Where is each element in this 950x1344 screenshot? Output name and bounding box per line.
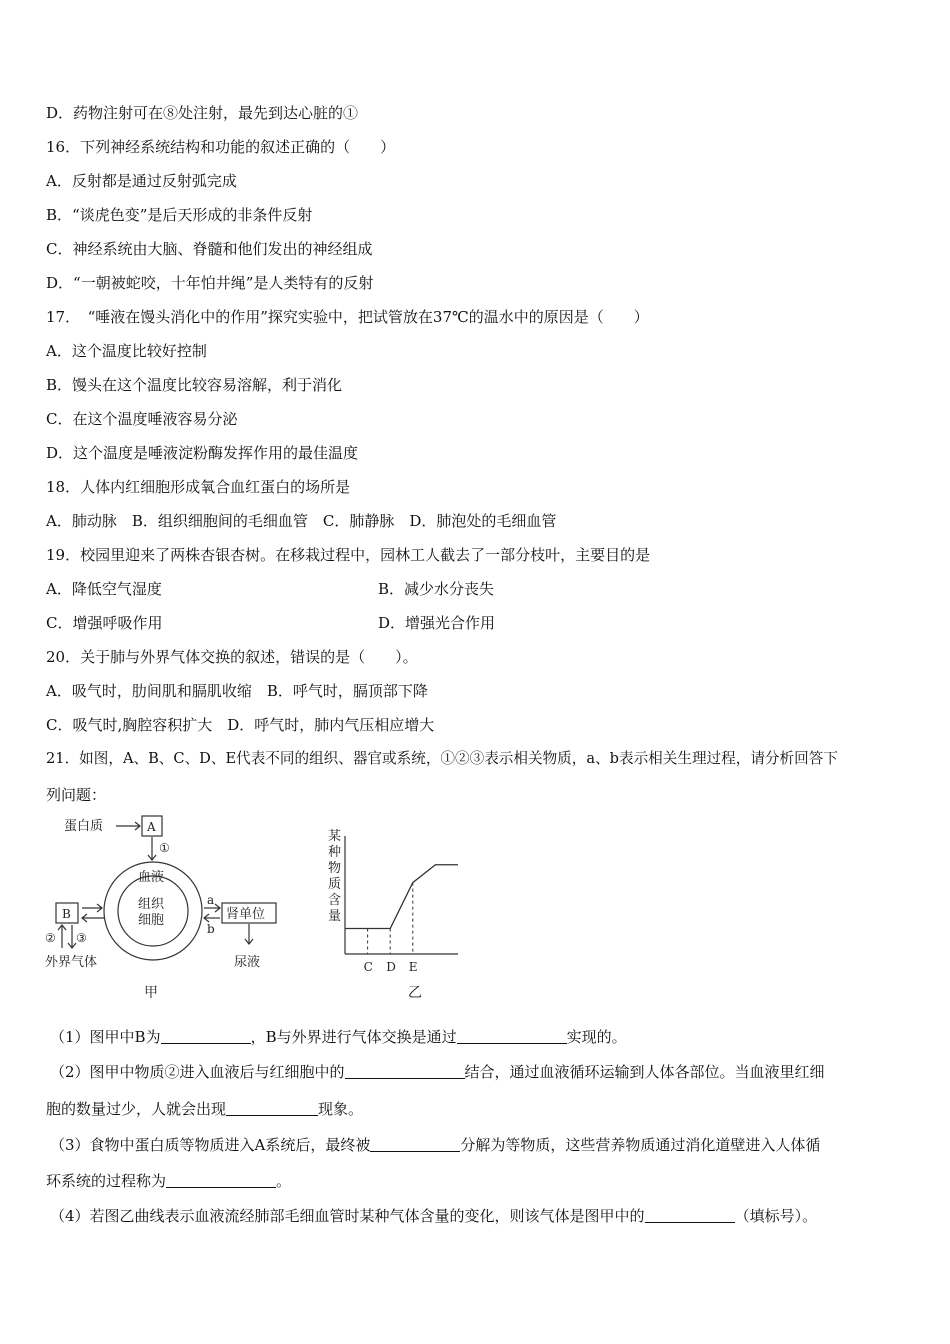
- label-circle-1: ①: [159, 841, 170, 855]
- label-protein: 蛋白质: [64, 819, 104, 834]
- label-circle-2: ②: [45, 931, 56, 945]
- q21-figure: [40, 812, 480, 1012]
- ylabel-char: 某: [328, 829, 342, 844]
- label-tissue-2: 细胞: [138, 913, 165, 928]
- q17-option-a: A．这个温度比较好控制: [46, 342, 207, 360]
- q21-part2-cont: 胞的数量过少，人就会出现 现象。: [46, 1100, 364, 1118]
- label-b: B: [62, 907, 71, 921]
- q21-part3: （3）食物中蛋白质等物质进入A系统后，最终被 分解为等物质，这些营养物质通过消化道壁进入人体循: [50, 1136, 821, 1154]
- figure-jia: [56, 816, 276, 960]
- q20-options-1: A．吸气时，肋间肌和膈肌收缩 B．呼气时，膈顶部下降: [46, 682, 428, 700]
- q21-part2: （2）图甲中物质②进入血液后与红细胞中的 结合，通过血液循环运输到人体各部位。当血液里红细: [50, 1063, 825, 1081]
- q15-option-d: D．药物注射可在⑧处注射，最先到达心脏的①: [46, 104, 359, 122]
- tick-label-C: C: [363, 960, 373, 974]
- q19-stem: 19．校园里迎来了两株杏银杏树。在移栽过程中，园林工人截去了一部分枝叶，主要目的是: [46, 546, 651, 564]
- q21-part4: （4）若图乙曲线表示血液流经肺部毛细血管时某种气体含量的变化，则该气体是图甲中的 （填标号）。: [50, 1207, 818, 1225]
- label-blood: 血液: [138, 870, 165, 885]
- label-tissue-1: 组织: [138, 897, 165, 912]
- q16-option-c: C．神经系统由大脑、脊髓和他们发出的神经组成: [46, 240, 373, 258]
- tick-label-D: D: [386, 960, 396, 974]
- blank-1[interactable]: [161, 1028, 251, 1044]
- q17-option-d: D．这个温度是唾液淀粉酶发挥作用的最佳温度: [46, 444, 359, 462]
- q19-option-d: D．增强光合作用: [378, 614, 496, 632]
- caption-jia: 甲: [144, 985, 158, 1001]
- q21-part3-cont: 环系统的过程称为 。: [46, 1172, 292, 1190]
- label-urine: 尿液: [234, 955, 261, 970]
- label-process-b: b: [207, 922, 215, 936]
- ylabel-char: 物: [328, 861, 342, 876]
- q16-stem: 16．下列神经系统结构和功能的叙述正确的（ ）: [46, 138, 396, 156]
- ylabel-char: 量: [328, 909, 342, 924]
- q16-option-d: D．“一朝被蛇咬，十年怕井绳”是人类特有的反射: [46, 274, 374, 292]
- tick-label-E: E: [408, 960, 418, 974]
- blank-4[interactable]: [226, 1100, 318, 1116]
- blank-2[interactable]: [457, 1028, 567, 1044]
- q16-option-b: B．“谈虎色变”是后天形成的非条件反射: [46, 206, 313, 224]
- label-kidney: 肾单位: [226, 907, 266, 922]
- q20-options-2: C．吸气时,胸腔容积扩大 D．呼气时，肺内气压相应增大: [46, 716, 435, 734]
- blank-7[interactable]: [645, 1207, 735, 1223]
- q21-stem: 21．如图，A、B、C、D、E代表不同的组织、器官或系统，①②③表示相关物质，a、b表示相关生理过程，请分析回答下: [46, 750, 838, 767]
- q19-option-a: A．降低空气湿度: [46, 580, 162, 598]
- label-process-a: a: [207, 893, 215, 907]
- q18-stem: 18．人体内红细胞形成氧合血红蛋白的场所是: [46, 478, 351, 496]
- q17-option-c: C．在这个温度唾液容易分泌: [46, 410, 238, 428]
- q21-part1: （1）图甲中B为 ，B与外界进行气体交换是通过 实现的。: [50, 1028, 627, 1046]
- q19-option-c: C．增强呼吸作用: [46, 614, 163, 632]
- q18-options: A．肺动脉 B．组织细胞间的毛细血管 C．肺静脉 D．肺泡处的毛细血管: [46, 512, 557, 530]
- ylabel-char: 含: [328, 893, 342, 908]
- chart-ylabel: [328, 829, 341, 924]
- q19-option-b: B．减少水分丧失: [378, 580, 495, 598]
- label-circle-3: ③: [76, 931, 87, 945]
- chart-series: [345, 865, 458, 929]
- q17-stem: 17． “唾液在馒头消化中的作用”探究实验中，把试管放在37℃的温水中的原因是（ ）: [46, 308, 649, 326]
- blank-6[interactable]: [166, 1172, 276, 1188]
- caption-yi: 乙: [408, 985, 422, 1001]
- q17-option-b: B．馒头在这个温度比较容易溶解，利于消化: [46, 376, 343, 394]
- ylabel-char: 质: [328, 877, 342, 892]
- label-outside-gas: 外界气体: [45, 955, 98, 970]
- ylabel-char: 种: [328, 845, 342, 860]
- blank-3[interactable]: [345, 1063, 465, 1079]
- series-line: [345, 865, 458, 929]
- blank-5[interactable]: [370, 1136, 460, 1152]
- label-a: A: [147, 820, 156, 834]
- q21-stem-cont: 列问题：: [46, 786, 107, 804]
- figure-yi: [328, 829, 458, 1001]
- q16-option-a: A．反射都是通过反射弧完成: [46, 172, 237, 190]
- q20-stem: 20．关于肺与外界气体交换的叙述，错误的是（ ）。: [46, 648, 418, 666]
